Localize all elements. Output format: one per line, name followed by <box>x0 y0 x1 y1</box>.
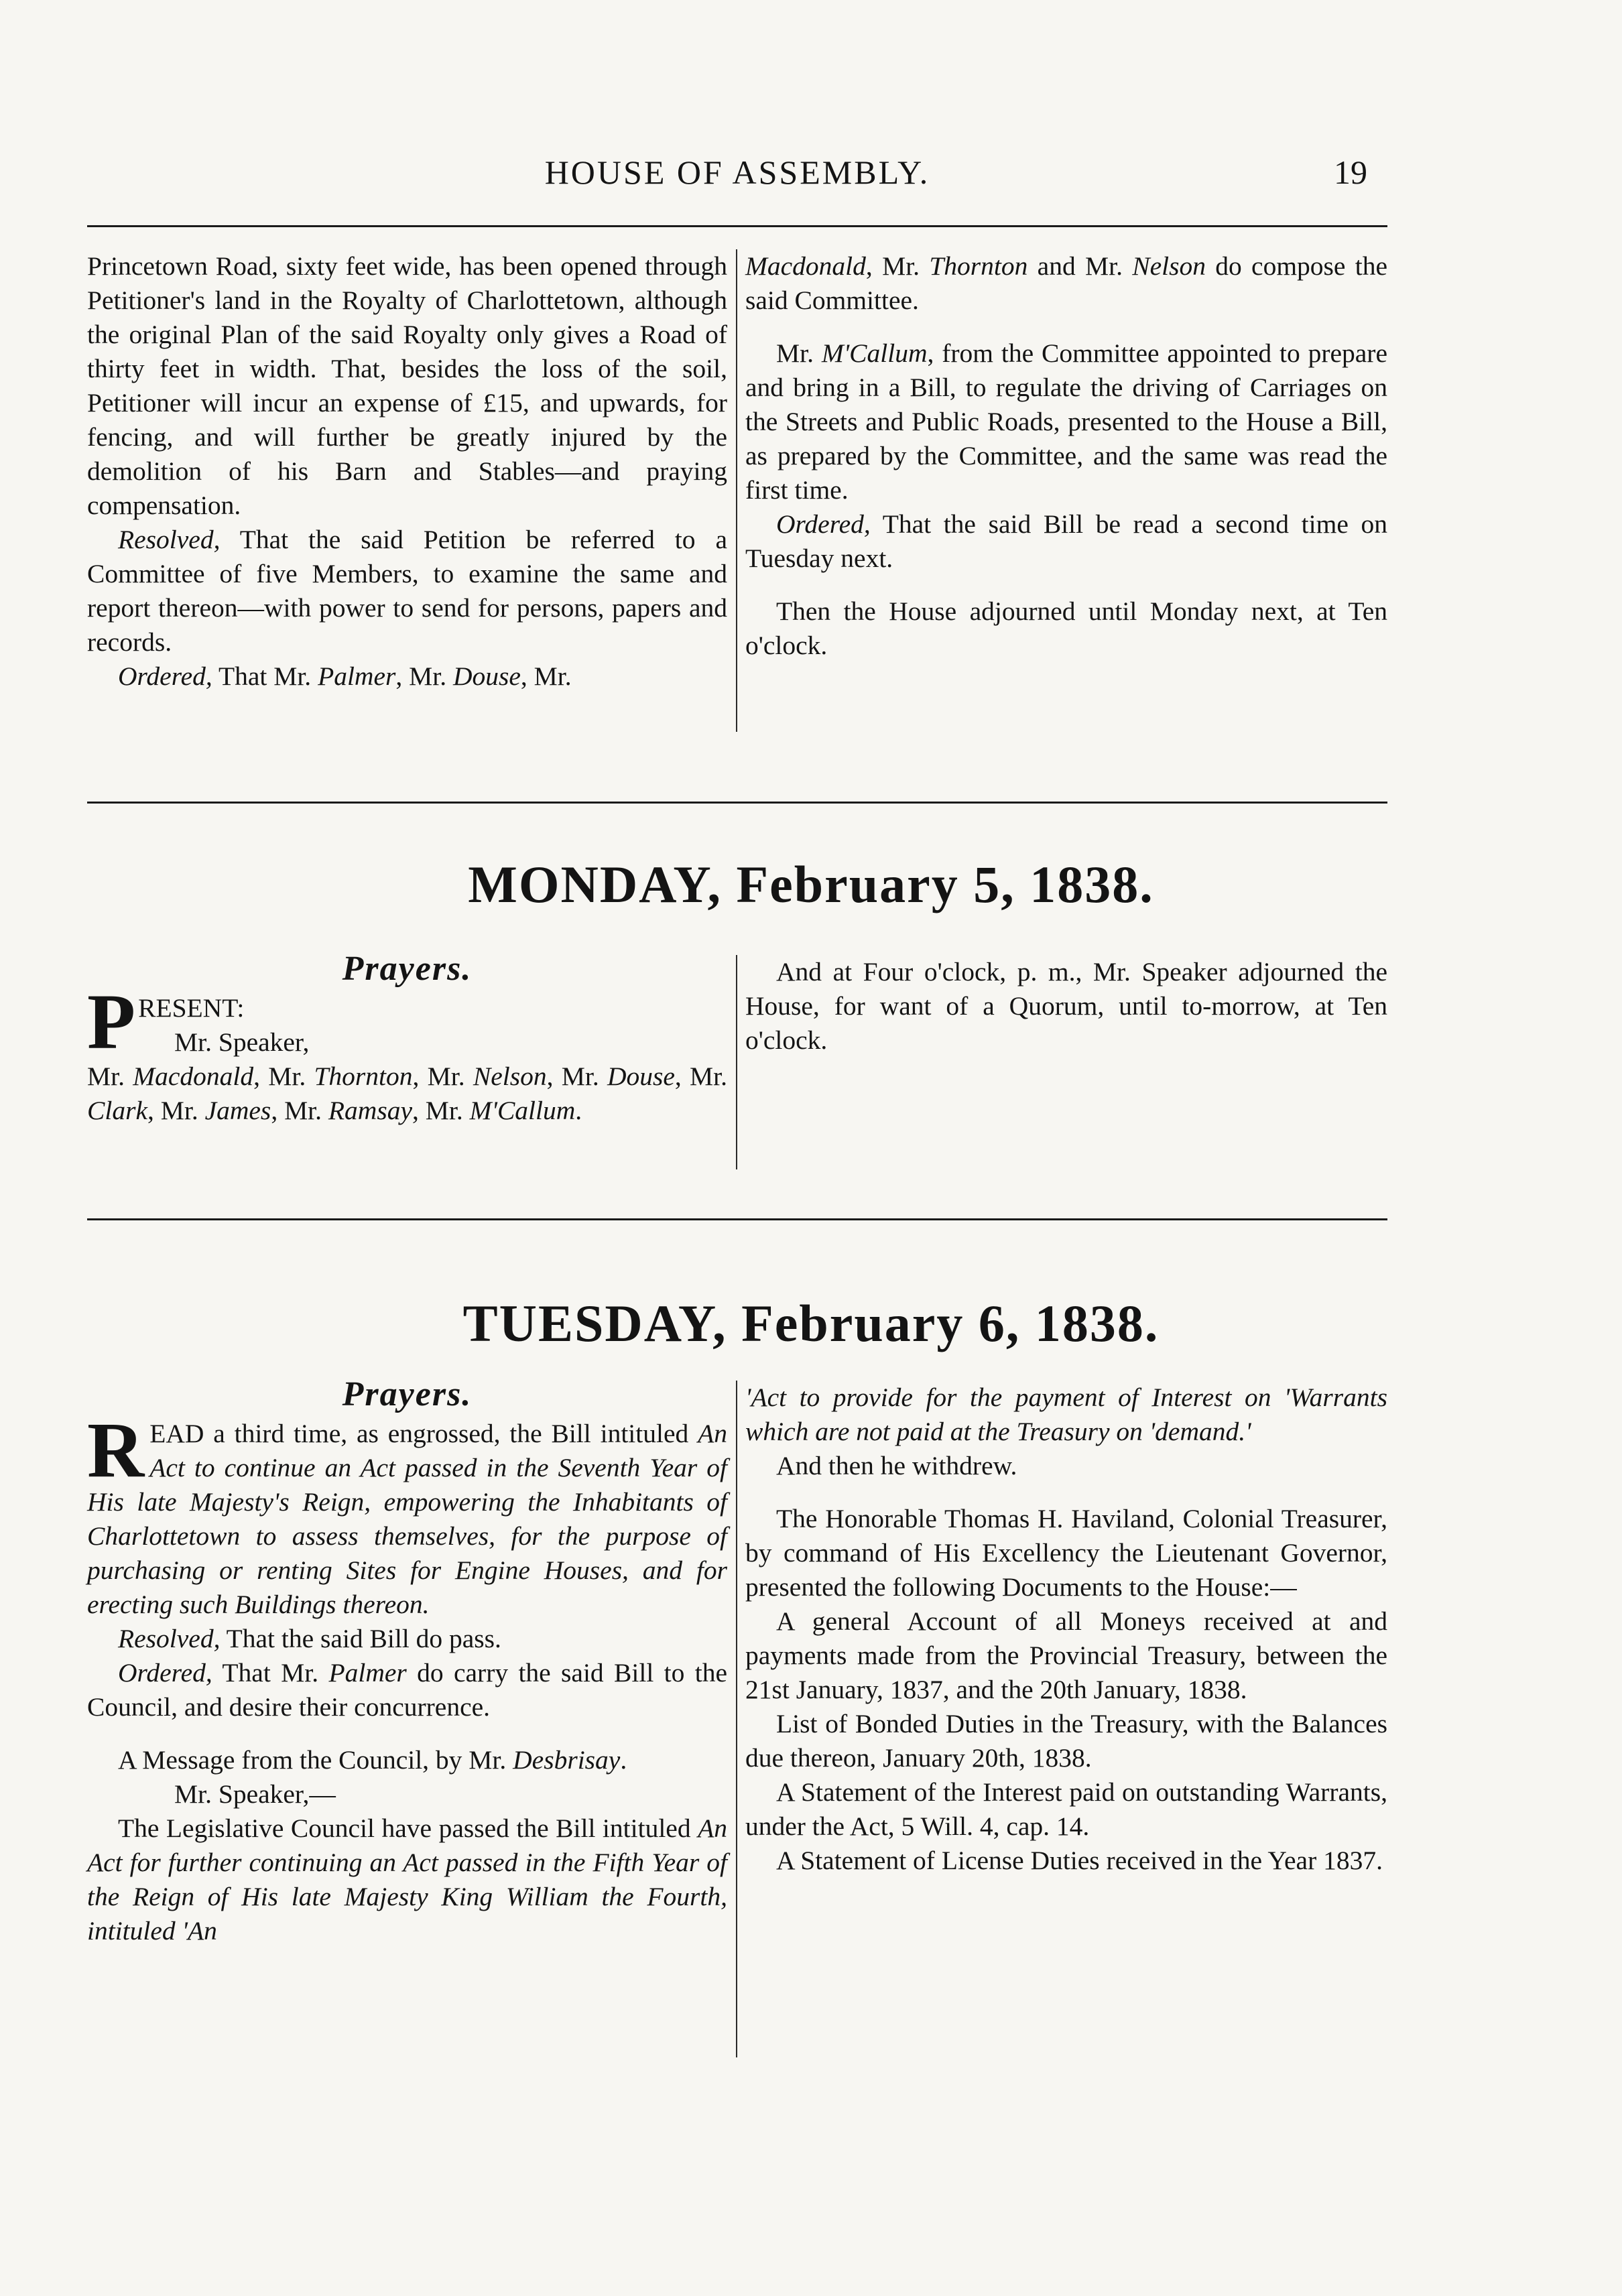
top-right-column <box>745 249 1387 663</box>
tuesday-left-column <box>87 1377 727 1948</box>
document-item: A Statement of the Interest paid on outstanding Warrants, under the Act, 5 Will. 4, cap. 14. <box>745 1777 1387 1841</box>
document-item: List of Bonded Duties in the Treasury, with the Balances due thereon, January 20th, 1838. <box>745 1709 1387 1773</box>
member-name: James <box>204 1096 271 1125</box>
running-title: HOUSE OF ASSEMBLY. <box>544 153 930 191</box>
member-name: Palmer <box>328 1658 407 1687</box>
member-name: Douse <box>452 661 521 691</box>
resolved-text: That the said Bill do pass. <box>220 1624 501 1653</box>
committee-text: and Mr. <box>1027 251 1133 281</box>
member-name: M'Callum <box>469 1096 576 1125</box>
ordered-paragraph <box>745 507 1387 576</box>
document-item: A general Account of all Moneys received at and payments made from the Provincial Treasury, between the 21st January, 1837, and the 20th January, 1838. <box>745 1606 1387 1704</box>
treasurer-paragraph: The Honorable Thomas H. Haviland, Colonial Treasurer, by command of His Excellency the Lieutenant Governor, presented the following Documents to the House:— <box>745 1504 1387 1602</box>
monday-heading: MONDAY, February 5, 1838. <box>468 855 1154 913</box>
member-name: M'Callum <box>821 338 928 368</box>
member-name: Palmer <box>318 661 396 691</box>
committee-text: , Mr. <box>865 251 930 281</box>
member-name: Thornton <box>929 251 1028 281</box>
member-name: Nelson <box>473 1062 547 1091</box>
present-initial: P <box>87 978 136 1066</box>
resolved-label: Resolved, <box>118 525 221 554</box>
member-name: Thornton <box>314 1062 413 1091</box>
members-text: , Mr. <box>253 1062 314 1091</box>
withdrew-line: And then he withdrew. <box>776 1451 1017 1480</box>
resolved-paragraph <box>87 523 727 659</box>
member-name: Desbrisay <box>513 1745 621 1775</box>
ordered-label: Ordered, <box>118 661 212 691</box>
resolved-paragraph <box>87 1622 727 1656</box>
resolved-text: That the said Petition be referred to a Committee of five Members, to examine the same and report thereon—with power to send for persons, papers and records. <box>87 525 727 657</box>
present-label: RESENT: <box>138 993 245 1023</box>
ordered-text: That Mr. <box>212 661 318 691</box>
section-rule <box>87 802 1387 804</box>
third-reading-paragraph <box>87 1406 727 1622</box>
member-name: Clark <box>87 1096 147 1125</box>
speaker-line: Mr. Speaker, <box>174 1027 310 1057</box>
column-divider <box>736 1381 737 2057</box>
drop-cap: R <box>87 1406 145 1494</box>
member-name: Macdonald <box>133 1062 254 1091</box>
ordered-paragraph <box>87 659 727 694</box>
ordered-text: That the said Bill be read a second time on Tuesday next. <box>745 509 1387 573</box>
monday-left-column <box>87 952 727 1128</box>
resolved-label: Resolved, <box>118 1624 221 1653</box>
ordered-paragraph <box>87 1656 727 1724</box>
bill-text: , from the Committee appointed to prepare and bring in a Bill, to regulate the driving of Carriages on the Streets and Public Roads, presented to the House a Bill, as prepared by the Committee, and the same was read the first time. <box>745 338 1387 505</box>
council-paragraph <box>87 1811 727 1948</box>
top-left-column <box>87 249 727 694</box>
column-divider <box>736 955 737 1169</box>
speaker-address: Mr. Speaker,— <box>174 1779 336 1809</box>
bill-title: An Act for further continuing an Act passed in the Fifth Year of the Reign of His late Majesty King William the Fourth, intituled 'An <box>87 1813 727 1946</box>
members-text: , Mr. <box>674 1062 727 1091</box>
bill-paragraph <box>745 336 1387 507</box>
member-name: Nelson <box>1132 251 1206 281</box>
petition-text: Princetown Road, sixty feet wide, has been opened through Petitioner's land in the Royalty of Charlottetown, although the original Plan of the said Royalty only gives a Road of thirty feet in width. That, besides the loss of the soil, Petitioner will incur an expense of £15, and upwards, for fencing, and will further be greatly injured by the demolition of his Barn and Stables—and praying compensation. <box>87 251 727 520</box>
page-number: 19 <box>1334 153 1367 191</box>
members-text: Mr. <box>87 1062 133 1091</box>
monday-right-column <box>745 955 1387 1058</box>
member-name: Ramsay <box>328 1096 412 1125</box>
committee-text: do compose the said Committee. <box>745 251 1387 315</box>
council-text: The Legislative Council have passed the Bill intituled <box>118 1813 698 1843</box>
message-text: . <box>620 1745 627 1775</box>
members-present <box>87 1060 727 1128</box>
members-text: , Mr. <box>412 1062 473 1091</box>
bill-text: Mr. <box>776 338 822 368</box>
adjourned-paragraph: Then the House adjourned until Monday next, at Ten o'clock. <box>745 596 1387 660</box>
bill-title: An Act to continue an Act passed in the Seventh Year of His late Majesty's Reign, empowering the Inhabitants of Charlottetown to assess themselves, for the purpose of purchasing or renting Sites for Engine Houses, and for erecting such Buildings thereon. <box>87 1419 727 1619</box>
ordered-label: Ordered, <box>118 1658 212 1687</box>
prayers-heading: Prayers. <box>342 1375 473 1413</box>
members-text: , Mr. <box>147 1096 205 1125</box>
prayers-heading: Prayers. <box>342 950 473 988</box>
header-rule <box>87 225 1387 227</box>
ordered-text: That Mr. <box>212 1658 329 1687</box>
act-title-continued <box>745 1381 1387 1449</box>
committee-paragraph <box>745 249 1387 318</box>
section-rule <box>87 1218 1387 1220</box>
bill-title: 'Act to provide for the payment of Interest on 'Warrants which are not paid at the Treasury on 'demand.' <box>745 1383 1387 1446</box>
column-divider <box>736 249 737 732</box>
members-text: , Mr. <box>412 1096 470 1125</box>
member-name: Douse <box>607 1062 675 1091</box>
adjournment-text: And at Four o'clock, p. m., Mr. Speaker adjourned the House, for want of a Quorum, until to-morrow, at Ten o'clock. <box>745 957 1387 1055</box>
ordered-text: do carry the said Bill to the Council, and desire their concurrence. <box>87 1658 727 1722</box>
tuesday-heading: TUESDAY, February 6, 1838. <box>462 1294 1160 1352</box>
members-text: , Mr. <box>546 1062 607 1091</box>
members-text: . <box>575 1096 582 1125</box>
message-paragraph <box>87 1743 727 1777</box>
message-text: A Message from the Council, by Mr. <box>118 1745 513 1775</box>
ordered-text: , Mr. <box>395 661 453 691</box>
document-item: A Statement of License Duties received in the Year 1837. <box>776 1846 1383 1875</box>
ordered-label: Ordered, <box>776 509 871 539</box>
tuesday-right-column <box>745 1381 1387 1878</box>
members-text: , Mr. <box>271 1096 328 1125</box>
third-reading-text: EAD a third time, as engrossed, the Bill intituled <box>149 1419 698 1448</box>
member-name: Macdonald <box>745 251 866 281</box>
ordered-text: , Mr. <box>520 661 572 691</box>
